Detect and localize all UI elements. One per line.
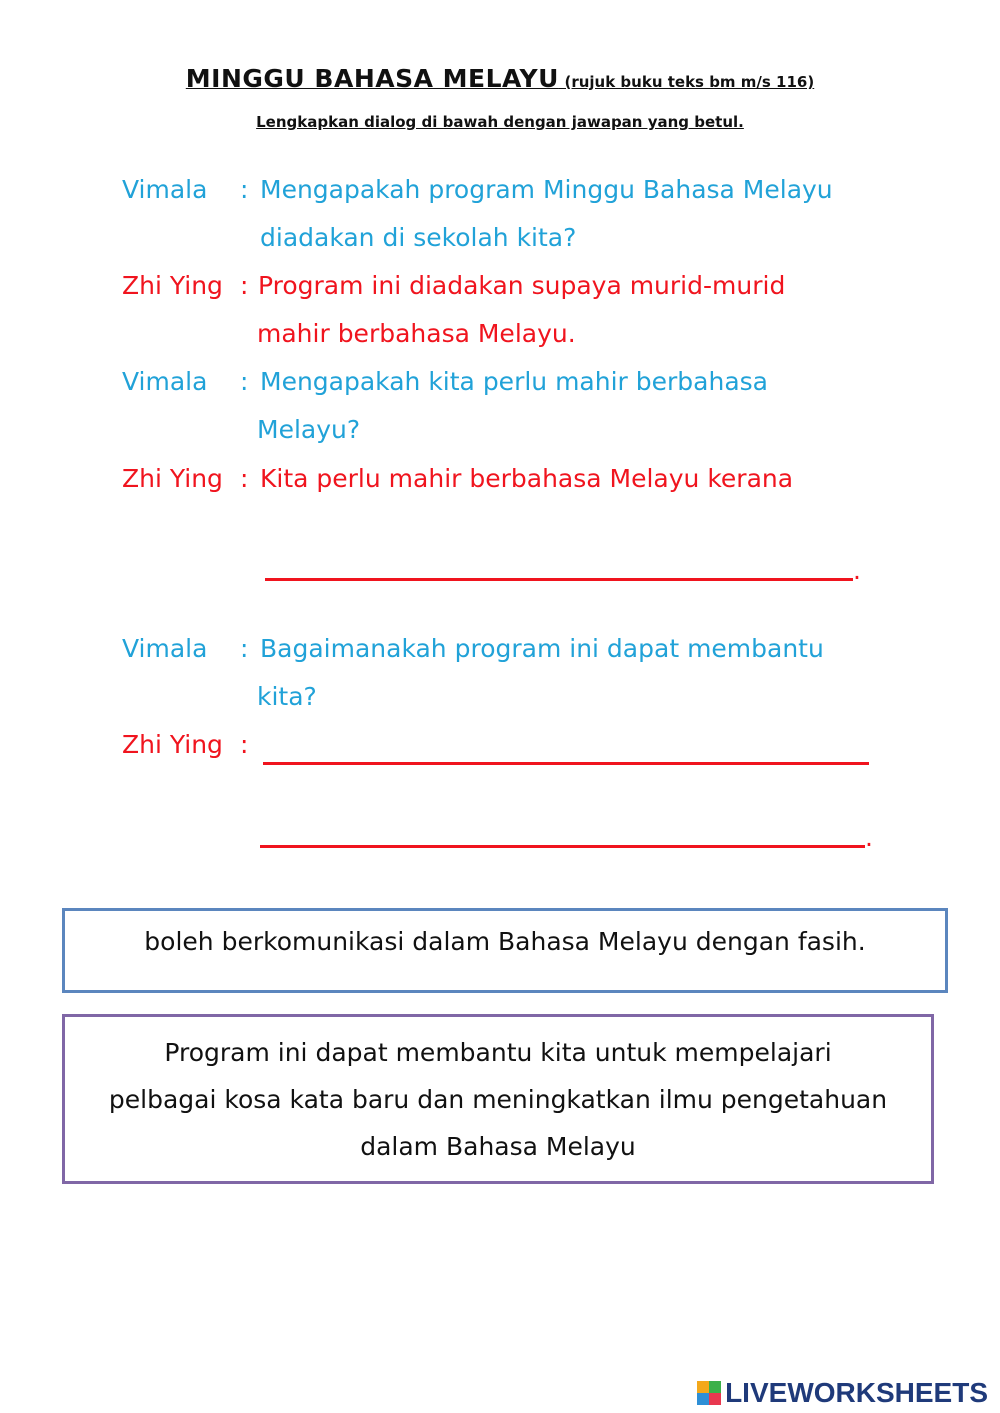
dialog-line: Program ini diadakan supaya murid-murid: [258, 271, 786, 300]
answer-text: Program ini dapat membantu kita untuk mempelajari: [164, 1038, 832, 1067]
speaker-zhi-ying: Zhi Ying: [122, 730, 223, 759]
dialog-line: Mengapakah program Minggu Bahasa Melayu: [260, 175, 833, 204]
instruction: Lengkapkan dialog di bawah dengan jawapan yang betul.: [256, 113, 744, 131]
dialog-line: Bagaimanakah program ini dapat membantu: [260, 634, 824, 663]
speaker-zhi-ying: Zhi Ying: [122, 271, 223, 300]
colon: :: [240, 271, 249, 300]
answer-text: pelbagai kosa kata baru dan meningkatkan ilmu pengetahuan: [108, 1085, 888, 1114]
colon: :: [240, 367, 249, 396]
speaker-vimala: Vimala: [122, 634, 208, 663]
dialog-line: diadakan di sekolah kita?: [260, 223, 577, 252]
liveworksheets-logo[interactable]: [697, 1375, 988, 1411]
worksheet-title: [0, 64, 1000, 93]
speaker-zhi-ying: Zhi Ying: [122, 464, 223, 493]
liveworksheets-logo-icon: [697, 1381, 721, 1405]
answer-blank-1[interactable]: [265, 578, 853, 581]
colon: :: [240, 175, 249, 204]
colon: :: [240, 730, 249, 759]
answer-blank-2a[interactable]: [263, 762, 869, 765]
period: .: [853, 556, 861, 585]
dialog-line: mahir berbahasa Melayu.: [257, 319, 576, 348]
answer-text: dalam Bahasa Melayu: [360, 1132, 636, 1161]
colon: :: [240, 464, 249, 493]
answer-box-1[interactable]: [62, 908, 948, 993]
colon: :: [240, 634, 249, 663]
dialog-line: Melayu?: [257, 415, 361, 444]
speaker-vimala: Vimala: [122, 175, 208, 204]
title-reference: (rujuk buku teks bm m/s 116): [564, 73, 815, 91]
period: .: [865, 823, 873, 852]
brand-name: LIVEWORKSHEETS: [725, 1377, 988, 1408]
answer-box-2[interactable]: [62, 1014, 934, 1184]
speaker-vimala: Vimala: [122, 367, 208, 396]
dialog-line: Kita perlu mahir berbahasa Melayu kerana: [260, 464, 794, 493]
dialog-line: Mengapakah kita perlu mahir berbahasa: [260, 367, 768, 396]
dialog-line: kita?: [257, 682, 317, 711]
answer-blank-2b[interactable]: [260, 845, 865, 848]
answer-text: boleh berkomunikasi dalam Bahasa Melayu dengan fasih.: [144, 927, 866, 956]
title-main: MINGGU BAHASA MELAYU: [185, 64, 559, 93]
